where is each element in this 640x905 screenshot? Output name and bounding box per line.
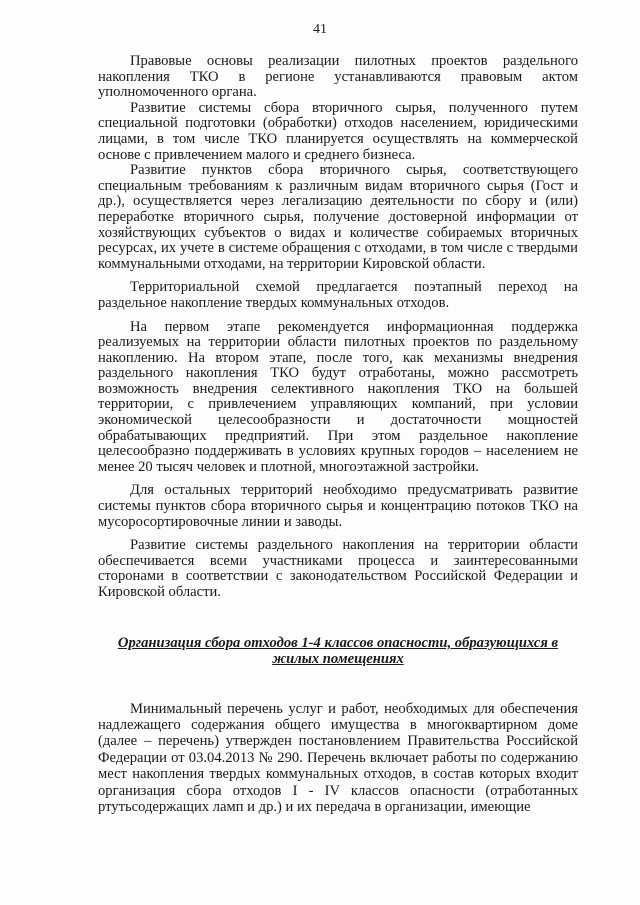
paragraph-legal-basis: Правовые основы реализации пилотных проектов раздельного накопления ТКО в регионе устанавливаются правовым актом уполномоченного органа. — [98, 53, 578, 101]
paragraph-territorial-scheme: Территориальной схемой предлагается поэтапный переход на раздельное накопление твердых коммунальных отходов. — [98, 279, 578, 311]
paragraph-collection-points: Развитие пунктов сбора вторичного сырья, соответствующего специальным требованиям к различным видам вторичного сырья (Гост и др.), осуществляется через легализацию деятельности по сбору и (или) переработке вторичного сырья, получение достоверной информации от хозяйствующих субъектов о видах и количестве собираемых вторичных ресурсах, их учете в системе обращения с отходами, в том числе с твердыми коммунальными отходами, на территории Кировской области. — [98, 162, 578, 272]
page-number: 41 — [313, 22, 327, 37]
section-heading: Организация сбора отходов 1-4 классов опасности, образующихся в жилых помещениях — [117, 634, 559, 667]
paragraph-stages: На первом этапе рекомендуется информационная поддержка реализуемых на территории области пилотных проектов по раздельному накоплению. На втором этапе, после того, как механизмы внедрения раздельного накопления ТКО будут отработаны, можно рассмотреть возможность внедрения селективного накопления ТКО на большей территории, с привлечением управляющих компаний, при условии экономической целесообразности и достаточности мощностей обрабатывающих предприятий. При этом раздельное накопление целесообразно поддерживать в условиях крупных городов – населением не менее 20 тысяч человек и плотной, многоэтажной застройки. — [98, 318, 578, 475]
paragraph-other-territories: Для остальных территорий необходимо предусматривать развитие системы пунктов сбора вторичного сырья и концентрацию потоков ТКО на мусоросортировочные линии и заводы. — [98, 482, 578, 530]
document-body — [98, 54, 578, 815]
paragraph-secondary-raw-materials: Развитие системы сбора вторичного сырья, полученного путем специальной подготовки (обработки) отходов населением, юридическими лицами, в том числе ТКО планируется осуществлять на коммерческой основе с привлечением малого и среднего бизнеса. — [98, 99, 578, 163]
paragraph-minimum-list: Минимальный перечень услуг и работ, необходимых для обеспечения надлежащего содержания общего имущества в многоквартирном доме (далее – перечень) утвержден постановлением Правительства Российской Федерации от 03.04.2013 № 290. Перечень включает работы по содержанию мест накопления твердых коммунальных отходов, в состав которых входит организация сбора отходов I - IV классов опасности (отработанных ртутьсодержащих ламп и др.) и их передача в организации, имеющие — [98, 700, 578, 816]
paragraph-system-development: Развитие системы раздельного накопления на территории области обеспечивается всеми участниками процесса и заинтересованными сторонами в соответствии с законодательством Российской Федерации и Кировской области. — [98, 537, 578, 600]
